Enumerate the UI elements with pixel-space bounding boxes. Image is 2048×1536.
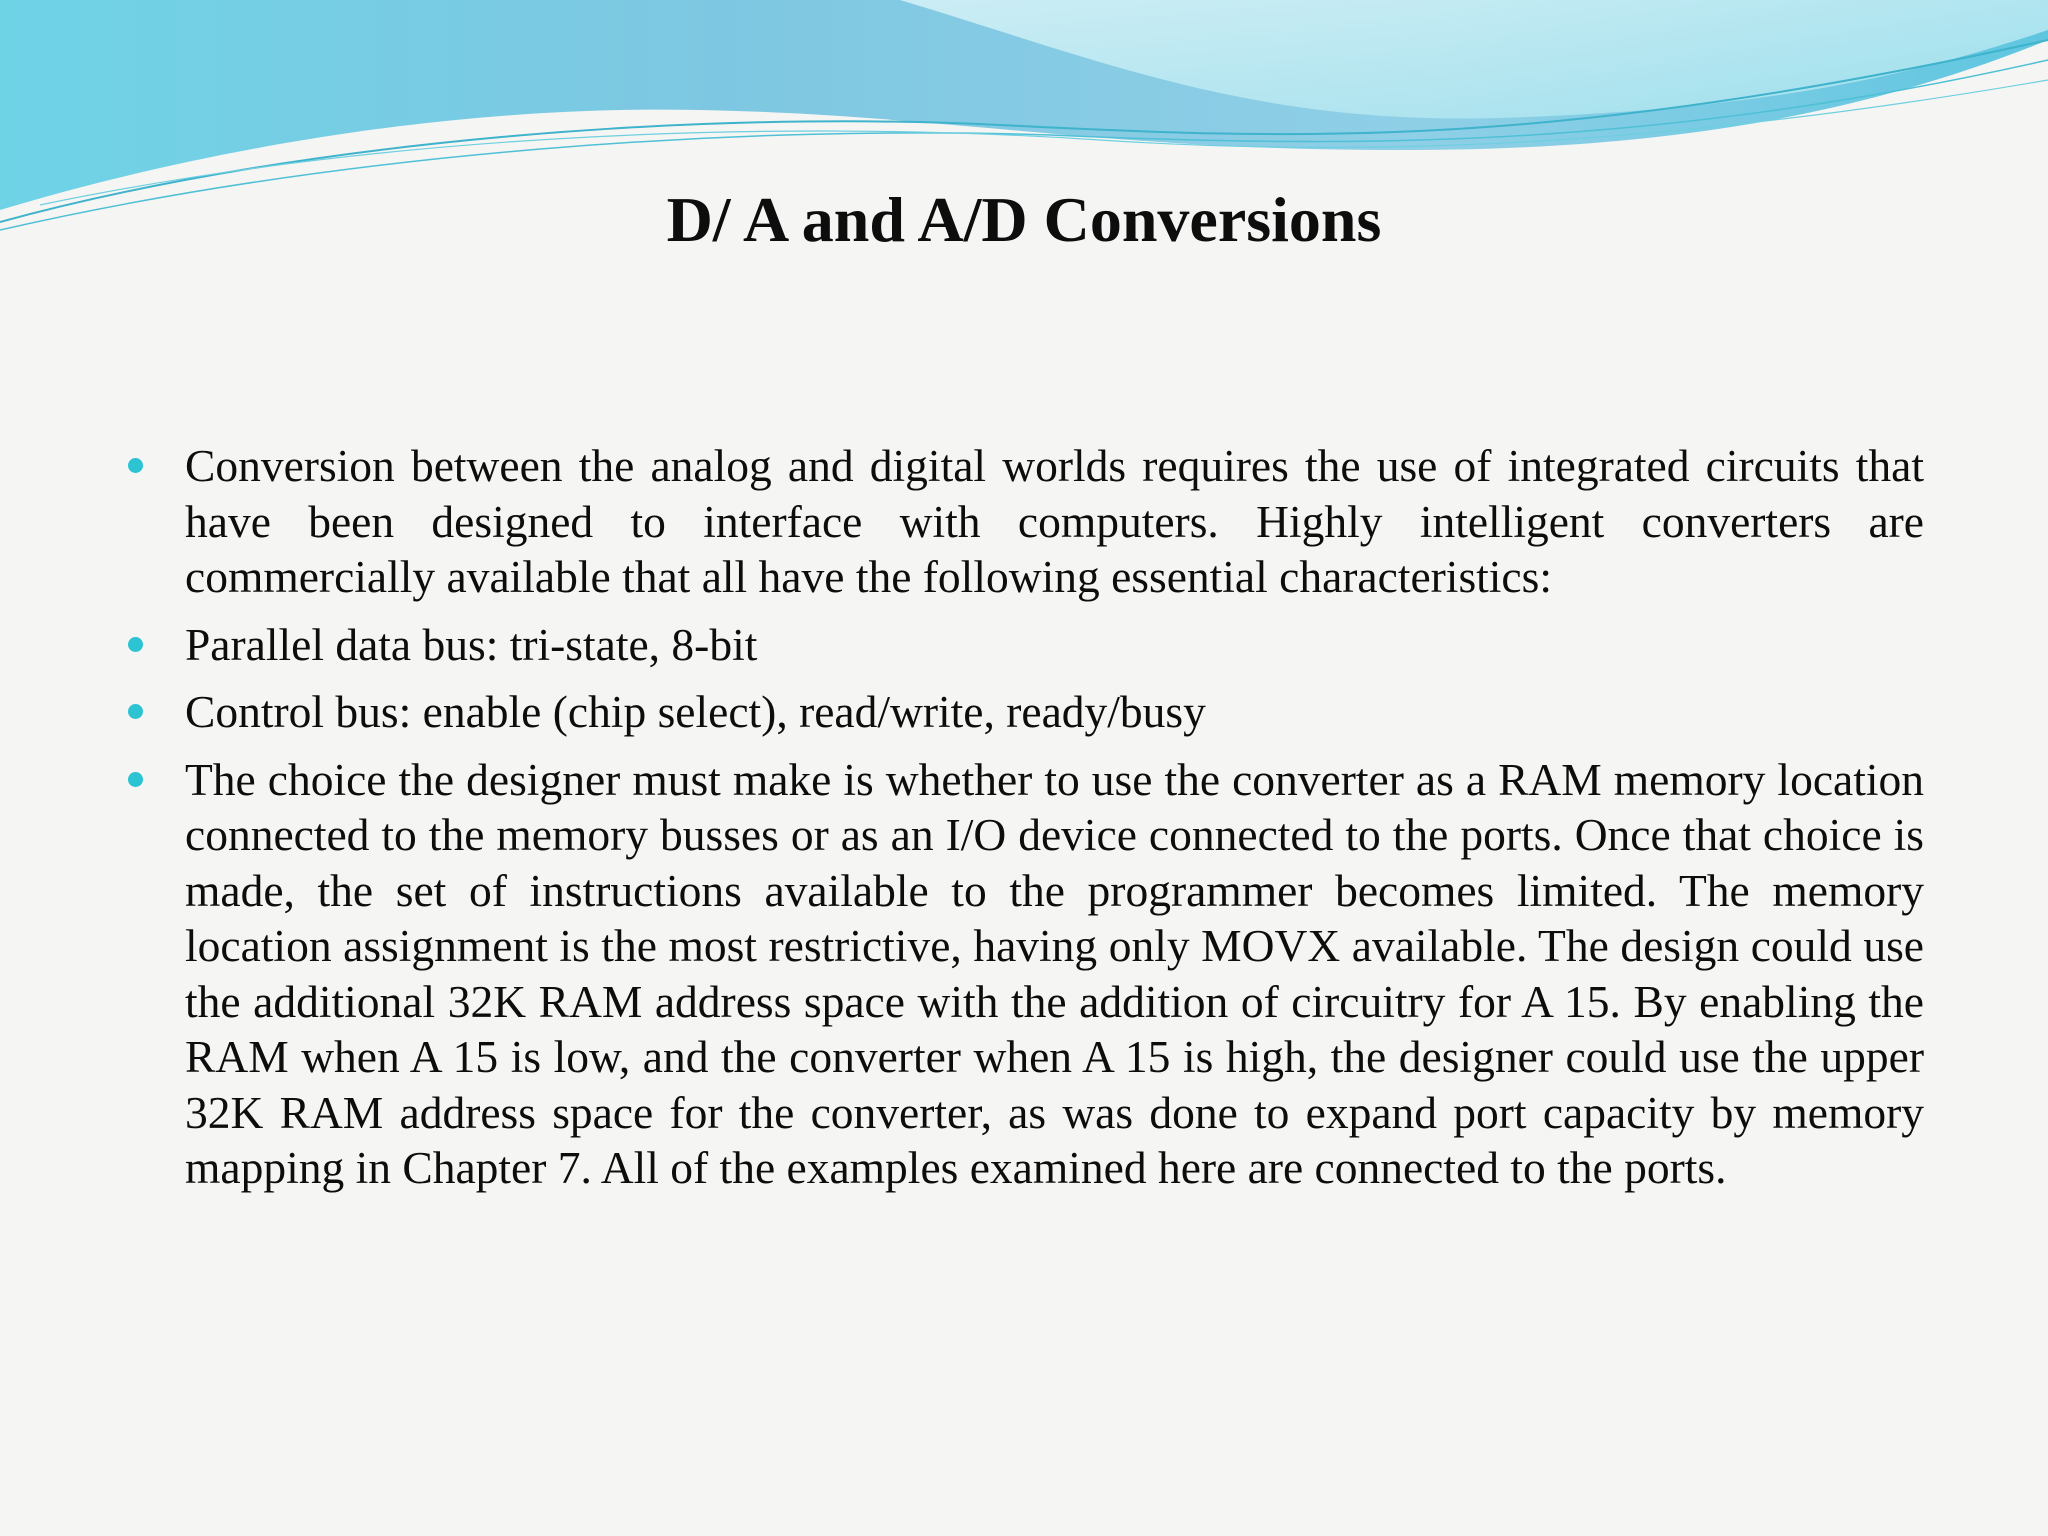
bullet-item — [122, 684, 1924, 740]
bullet-text: Conversion between the analog and digital worlds requires the use of integrated circuits that have been designed to interface with computers. Highly intelligent converters are commercially available that all have the following essential characteristics: — [185, 440, 1924, 602]
bullet-dot-icon — [128, 704, 143, 719]
bullet-text: Parallel data bus: tri-state, 8-bit — [185, 618, 758, 670]
bullet-text: Control bus: enable (chip select), read/write, ready/busy — [185, 686, 1206, 737]
bullet-dot-icon — [128, 458, 143, 473]
bullet-item — [122, 438, 1924, 605]
slide-title: D/ A and A/D Conversions — [666, 184, 1382, 255]
bullet-item — [122, 617, 1924, 673]
bullet-dot-icon — [128, 637, 143, 652]
bullet-item — [122, 752, 1924, 1196]
bullet-list — [122, 438, 1924, 1208]
bullet-dot-icon — [128, 772, 143, 787]
bullet-text: The choice the designer must make is whether to use the converter as a RAM memory location connected to the memory busses or as an I/O device connected to the ports. Once that choice is made, the set of instructions available to the programmer becomes limited. The memory location assignment is the most restrictive, having only MOVX available. The design could use the additional 32K RAM address space with the addition of circuitry for A 15. By enabling the RAM when A 15 is low, and the converter when A 15 is high, the designer could use the upper 32K RAM address space for the converter, as was done to expand port capacity by memory mapping in Chapter 7. All of the examples examined here are connected to the ports. — [185, 753, 1924, 1193]
